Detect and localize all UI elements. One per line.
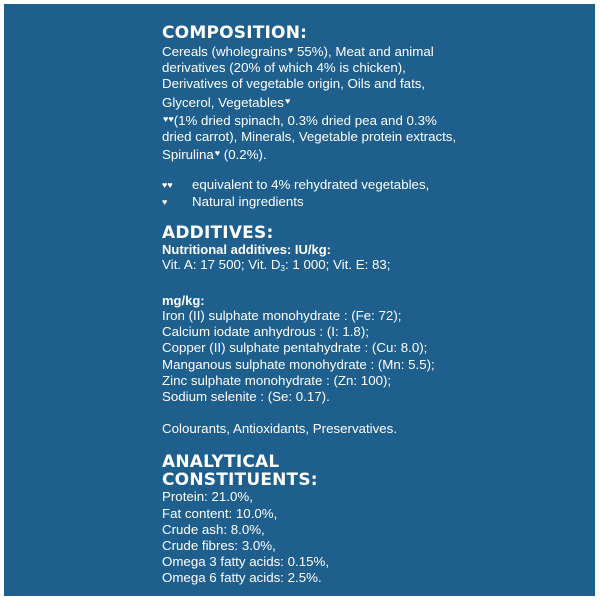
vitamins-text-a: Vit. A: 17 500; Vit. D xyxy=(162,256,281,272)
heart-icon: ♥ xyxy=(287,45,294,55)
additives-heading: ADDITIVES: xyxy=(162,222,274,243)
constituents-list xyxy=(162,489,462,586)
constituent-item: Crude fibres: 3.0%, xyxy=(162,538,276,554)
other-additives: Colourants, Antioxidants, Preservatives. xyxy=(162,421,398,437)
mineral-item: Sodium selenite : (Se: 0.17). xyxy=(162,389,330,405)
footnote-text: Natural ingredients xyxy=(192,193,304,209)
heart-icon: ♥ xyxy=(214,148,221,159)
mineral-item: Iron (II) sulphate monohydrate : (Fe: 72); xyxy=(162,308,402,324)
mgkg-subheading: mg/kg: xyxy=(162,293,205,309)
mineral-item: Manganous sulphate monohydrate : (Mn: 5.5); xyxy=(162,356,435,372)
composition-text xyxy=(162,42,462,163)
composition-text-part-2: 55%), Meat and animal derivatives (20% of which 4% is chicken), Derivatives of vegetable origin, Oils and fats, Glycerol, Vegetables xyxy=(162,44,434,110)
composition-heading: COMPOSITION: xyxy=(162,23,308,43)
heart-icon: ♥ xyxy=(162,196,168,207)
composition-text-part-3: (1% dried spinach, 0.3% dried pea and 0.3% dried carrot), Minerals, Vegetable protein extracts, Spirulina xyxy=(162,112,457,163)
mineral-item: Copper (II) sulphate pentahydrate : (Cu: 8.0); xyxy=(162,340,428,356)
heart-icon: ♥ xyxy=(284,95,291,106)
double-heart-icon: ♥♥ xyxy=(163,113,174,124)
analytical-heading-line-1: ANALYTICAL xyxy=(162,452,280,473)
constituent-item: Protein: 21.0%, xyxy=(162,489,253,505)
constituent-item: Omega 6 fatty acids: 2.5%. xyxy=(162,570,322,586)
composition-text-part-1: Cereals (wholegrains xyxy=(162,44,287,59)
mineral-item: Zinc sulphate monohydrate : (Zn: 100); xyxy=(162,372,392,388)
mineral-item: Calcium iodate anhydrous : (I: 1.8); xyxy=(162,324,369,340)
minerals-list xyxy=(162,308,462,405)
constituent-item: Fat content: 10.0%, xyxy=(162,505,278,521)
vitamin-d-subscript: 3 xyxy=(280,263,285,273)
vitamins-line xyxy=(162,257,462,277)
vitamins-text-b: : 1 000; Vit. E: 83; xyxy=(284,256,391,272)
double-heart-icon: ♥♥ xyxy=(162,180,173,191)
constituent-item: Omega 3 fatty acids: 0.15%, xyxy=(162,554,330,570)
analytical-heading-line-2: CONSTITUENTS: xyxy=(162,470,318,491)
constituent-item: Crude ash: 8.0%, xyxy=(162,521,265,537)
footnote-text: equivalent to 4% rehydrated vegetables, xyxy=(192,177,430,193)
label-content xyxy=(162,24,462,587)
composition-text-part-4: (0.2%). xyxy=(220,147,267,163)
nutritional-additives-subheading: Nutritional additives: IU/kg: xyxy=(162,241,332,257)
footnote-item xyxy=(162,177,462,193)
footnote-item xyxy=(162,194,462,210)
footnotes xyxy=(162,177,462,209)
label-panel xyxy=(4,4,595,596)
